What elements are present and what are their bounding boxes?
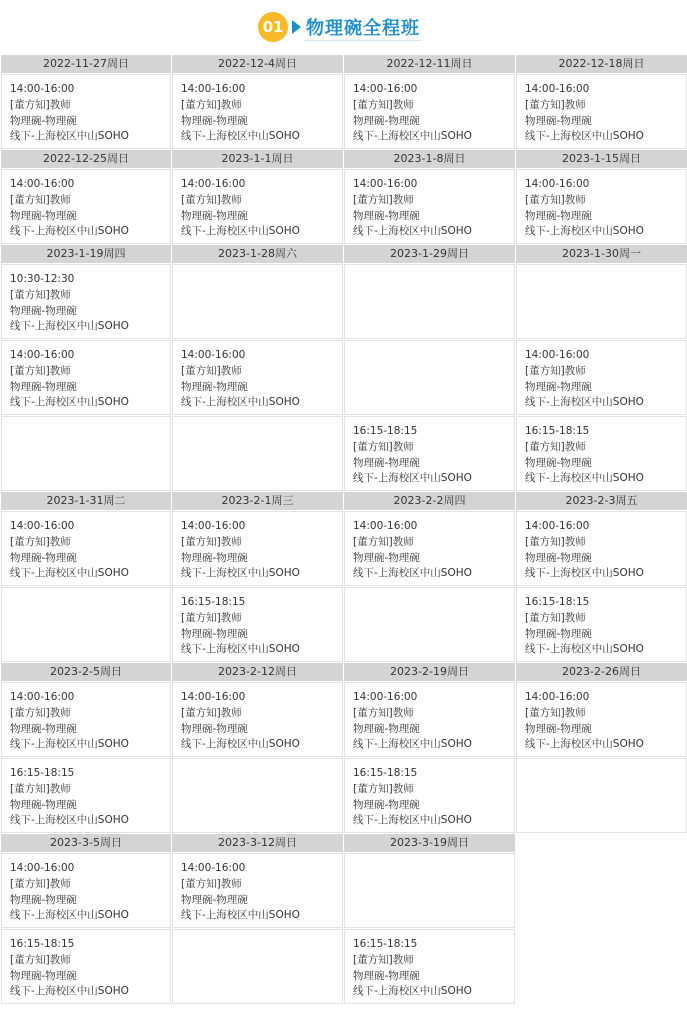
session-time: 14:00-16:00 <box>353 691 418 703</box>
session-location: 线下-上海校区中山SOHO <box>10 909 129 922</box>
session-teacher: [董方知]教师 <box>181 877 242 890</box>
session-course: 物理碗-物理碗 <box>10 114 77 127</box>
date-header: 2023-3-12周日 <box>172 834 343 852</box>
date-header: 2023-2-19周日 <box>344 663 515 681</box>
schedule-table <box>1 55 687 1005</box>
session-teacher: [董方知]教师 <box>10 193 71 206</box>
session-teacher: [董方知]教师 <box>10 98 71 111</box>
class-session <box>172 682 343 757</box>
session-time: 14:00-16:00 <box>10 862 75 874</box>
empty-slot <box>344 340 515 415</box>
session-time: 14:00-16:00 <box>525 691 590 703</box>
date-header: 2023-2-1周三 <box>172 492 343 510</box>
session-course: 物理碗-物理碗 <box>10 969 77 982</box>
session-course: 物理碗-物理碗 <box>353 798 420 811</box>
session-location: 线下-上海校区中山SOHO <box>10 738 129 751</box>
class-session <box>344 511 515 586</box>
session-location: 线下-上海校区中山SOHO <box>181 567 300 580</box>
class-session <box>1 682 171 757</box>
class-session <box>516 511 687 586</box>
session-teacher: [董方知]教师 <box>353 953 414 966</box>
class-session <box>344 682 515 757</box>
session-course: 物理碗-物理碗 <box>525 627 592 640</box>
session-teacher: [董方知]教师 <box>525 193 586 206</box>
session-location: 线下-上海校区中山SOHO <box>181 225 300 238</box>
section-number-badge: 01 <box>258 12 288 42</box>
class-session <box>172 169 343 244</box>
class-session <box>516 682 687 757</box>
class-session <box>344 416 515 491</box>
session-time: 16:15-18:15 <box>10 938 75 950</box>
session-time: 14:00-16:00 <box>525 83 590 95</box>
session-time: 16:15-18:15 <box>525 596 590 608</box>
session-location: 线下-上海校区中山SOHO <box>353 814 472 827</box>
date-header: 2023-1-30周一 <box>516 245 687 263</box>
class-session <box>172 853 343 928</box>
class-session <box>1 74 171 149</box>
date-header: 2023-1-15周日 <box>516 150 687 168</box>
session-course: 物理碗-物理碗 <box>353 456 420 469</box>
session-time: 16:15-18:15 <box>353 767 418 779</box>
date-header: 2022-12-4周日 <box>172 55 343 73</box>
session-course: 物理碗-物理碗 <box>353 969 420 982</box>
session-location: 线下-上海校区中山SOHO <box>10 320 129 333</box>
session-course: 物理碗-物理碗 <box>525 551 592 564</box>
date-header: 2023-2-12周日 <box>172 663 343 681</box>
session-course: 物理碗-物理碗 <box>353 209 420 222</box>
session-teacher: [董方知]教师 <box>10 535 71 548</box>
class-session <box>172 587 343 662</box>
session-time: 14:00-16:00 <box>10 83 75 95</box>
session-teacher: [董方知]教师 <box>525 611 586 624</box>
session-teacher: [董方知]教师 <box>10 877 71 890</box>
session-time: 14:00-16:00 <box>525 520 590 532</box>
empty-slot <box>516 264 687 339</box>
date-header: 2023-2-5周日 <box>1 663 171 681</box>
session-course: 物理碗-物理碗 <box>181 209 248 222</box>
session-teacher: [董方知]教师 <box>353 782 414 795</box>
session-location: 线下-上海校区中山SOHO <box>181 130 300 143</box>
session-course: 物理碗-物理碗 <box>525 114 592 127</box>
date-header: 2023-1-1周日 <box>172 150 343 168</box>
session-teacher: [董方知]教师 <box>353 535 414 548</box>
class-session <box>1 929 171 1004</box>
class-session <box>1 264 171 339</box>
session-teacher: [董方知]教师 <box>181 611 242 624</box>
session-location: 线下-上海校区中山SOHO <box>10 225 129 238</box>
session-time: 14:00-16:00 <box>181 862 246 874</box>
date-header: 2023-2-26周日 <box>516 663 687 681</box>
session-time: 14:00-16:00 <box>181 349 246 361</box>
session-teacher: [董方知]教师 <box>10 953 71 966</box>
session-course: 物理碗-物理碗 <box>181 722 248 735</box>
session-location: 线下-上海校区中山SOHO <box>525 396 644 409</box>
empty-space <box>516 929 687 1004</box>
session-time: 14:00-16:00 <box>181 178 246 190</box>
session-location: 线下-上海校区中山SOHO <box>525 738 644 751</box>
session-course: 物理碗-物理碗 <box>353 551 420 564</box>
session-location: 线下-上海校区中山SOHO <box>353 985 472 998</box>
class-session <box>1 511 171 586</box>
class-session <box>1 853 171 928</box>
session-teacher: [董方知]教师 <box>525 364 586 377</box>
session-time: 14:00-16:00 <box>181 691 246 703</box>
session-teacher: [董方知]教师 <box>181 193 242 206</box>
session-time: 16:15-18:15 <box>353 938 418 950</box>
date-header: 2022-12-11周日 <box>344 55 515 73</box>
session-location: 线下-上海校区中山SOHO <box>525 225 644 238</box>
session-location: 线下-上海校区中山SOHO <box>525 472 644 485</box>
session-location: 线下-上海校区中山SOHO <box>181 909 300 922</box>
session-time: 10:30-12:30 <box>10 273 75 285</box>
empty-slot <box>344 264 515 339</box>
session-location: 线下-上海校区中山SOHO <box>525 567 644 580</box>
session-teacher: [董方知]教师 <box>525 98 586 111</box>
session-course: 物理碗-物理碗 <box>181 627 248 640</box>
date-header: 2023-1-29周日 <box>344 245 515 263</box>
session-location: 线下-上海校区中山SOHO <box>353 225 472 238</box>
triangle-arrow-icon <box>292 20 301 34</box>
session-teacher: [董方知]教师 <box>353 98 414 111</box>
session-course: 物理碗-物理碗 <box>10 798 77 811</box>
class-session <box>516 416 687 491</box>
session-time: 14:00-16:00 <box>10 520 75 532</box>
session-teacher: [董方知]教师 <box>525 440 586 453</box>
session-location: 线下-上海校区中山SOHO <box>181 396 300 409</box>
class-session <box>516 169 687 244</box>
date-header: 2023-2-2周四 <box>344 492 515 510</box>
session-time: 14:00-16:00 <box>10 349 75 361</box>
session-teacher: [董方知]教师 <box>353 706 414 719</box>
empty-slot <box>516 758 687 833</box>
session-course: 物理碗-物理碗 <box>10 304 77 317</box>
session-teacher: [董方知]教师 <box>10 288 71 301</box>
session-course: 物理碗-物理碗 <box>10 209 77 222</box>
session-location: 线下-上海校区中山SOHO <box>353 567 472 580</box>
date-header: 2023-3-19周日 <box>344 834 515 852</box>
session-teacher: [董方知]教师 <box>353 440 414 453</box>
session-time: 16:15-18:15 <box>353 425 418 437</box>
empty-space <box>516 853 687 928</box>
session-teacher: [董方知]教师 <box>181 364 242 377</box>
class-session <box>172 511 343 586</box>
class-session <box>344 929 515 1004</box>
session-course: 物理碗-物理碗 <box>10 722 77 735</box>
class-session <box>344 758 515 833</box>
session-teacher: [董方知]教师 <box>353 193 414 206</box>
section-header <box>0 0 687 55</box>
class-session <box>172 340 343 415</box>
session-time: 14:00-16:00 <box>353 520 418 532</box>
date-header: 2022-11-27周日 <box>1 55 171 73</box>
section-title: 物理碗全程班 <box>306 18 420 39</box>
session-location: 线下-上海校区中山SOHO <box>525 643 644 656</box>
session-teacher: [董方知]教师 <box>181 706 242 719</box>
session-time: 14:00-16:00 <box>353 178 418 190</box>
session-course: 物理碗-物理碗 <box>525 722 592 735</box>
session-time: 14:00-16:00 <box>10 178 75 190</box>
session-course: 物理碗-物理碗 <box>181 893 248 906</box>
session-teacher: [董方知]教师 <box>10 782 71 795</box>
session-time: 14:00-16:00 <box>525 178 590 190</box>
session-teacher: [董方知]教师 <box>10 364 71 377</box>
session-time: 14:00-16:00 <box>10 691 75 703</box>
session-course: 物理碗-物理碗 <box>525 209 592 222</box>
class-session <box>1 758 171 833</box>
date-header: 2023-1-31周二 <box>1 492 171 510</box>
empty-slot <box>344 853 515 928</box>
class-session <box>516 340 687 415</box>
session-course: 物理碗-物理碗 <box>10 380 77 393</box>
session-location: 线下-上海校区中山SOHO <box>10 130 129 143</box>
title-underline <box>304 40 422 41</box>
session-course: 物理碗-物理碗 <box>525 456 592 469</box>
class-session <box>516 74 687 149</box>
session-course: 物理碗-物理碗 <box>181 380 248 393</box>
empty-slot <box>172 758 343 833</box>
session-teacher: [董方知]教师 <box>181 535 242 548</box>
empty-slot <box>1 587 171 662</box>
empty-slot <box>172 416 343 491</box>
session-location: 线下-上海校区中山SOHO <box>10 396 129 409</box>
session-time: 16:15-18:15 <box>10 767 75 779</box>
session-location: 线下-上海校区中山SOHO <box>181 738 300 751</box>
session-location: 线下-上海校区中山SOHO <box>353 130 472 143</box>
date-header: 2022-12-18周日 <box>516 55 687 73</box>
session-location: 线下-上海校区中山SOHO <box>10 985 129 998</box>
date-header: 2023-1-19周四 <box>1 245 171 263</box>
empty-slot <box>172 929 343 1004</box>
empty-slot <box>172 264 343 339</box>
class-session <box>172 74 343 149</box>
session-course: 物理碗-物理碗 <box>10 551 77 564</box>
session-time: 14:00-16:00 <box>525 349 590 361</box>
empty-slot <box>344 587 515 662</box>
session-course: 物理碗-物理碗 <box>525 380 592 393</box>
session-course: 物理碗-物理碗 <box>181 114 248 127</box>
empty-header <box>516 834 687 852</box>
session-course: 物理碗-物理碗 <box>353 114 420 127</box>
session-time: 14:00-16:00 <box>181 83 246 95</box>
date-header: 2023-1-8周日 <box>344 150 515 168</box>
session-location: 线下-上海校区中山SOHO <box>525 130 644 143</box>
date-header: 2023-2-3周五 <box>516 492 687 510</box>
session-course: 物理碗-物理碗 <box>181 551 248 564</box>
session-time: 14:00-16:00 <box>181 520 246 532</box>
session-time: 16:15-18:15 <box>525 425 590 437</box>
session-location: 线下-上海校区中山SOHO <box>353 472 472 485</box>
session-teacher: [董方知]教师 <box>525 535 586 548</box>
session-time: 14:00-16:00 <box>353 83 418 95</box>
date-header: 2023-1-28周六 <box>172 245 343 263</box>
session-location: 线下-上海校区中山SOHO <box>353 738 472 751</box>
empty-slot <box>1 416 171 491</box>
session-course: 物理碗-物理碗 <box>353 722 420 735</box>
session-location: 线下-上海校区中山SOHO <box>10 814 129 827</box>
session-time: 16:15-18:15 <box>181 596 246 608</box>
session-location: 线下-上海校区中山SOHO <box>10 567 129 580</box>
session-teacher: [董方知]教师 <box>181 98 242 111</box>
session-teacher: [董方知]教师 <box>10 706 71 719</box>
session-teacher: [董方知]教师 <box>525 706 586 719</box>
date-header: 2022-12-25周日 <box>1 150 171 168</box>
class-session <box>1 340 171 415</box>
date-header: 2023-3-5周日 <box>1 834 171 852</box>
class-session <box>516 587 687 662</box>
class-session <box>344 169 515 244</box>
class-session <box>344 74 515 149</box>
session-location: 线下-上海校区中山SOHO <box>181 643 300 656</box>
class-session <box>1 169 171 244</box>
session-course: 物理碗-物理碗 <box>10 893 77 906</box>
